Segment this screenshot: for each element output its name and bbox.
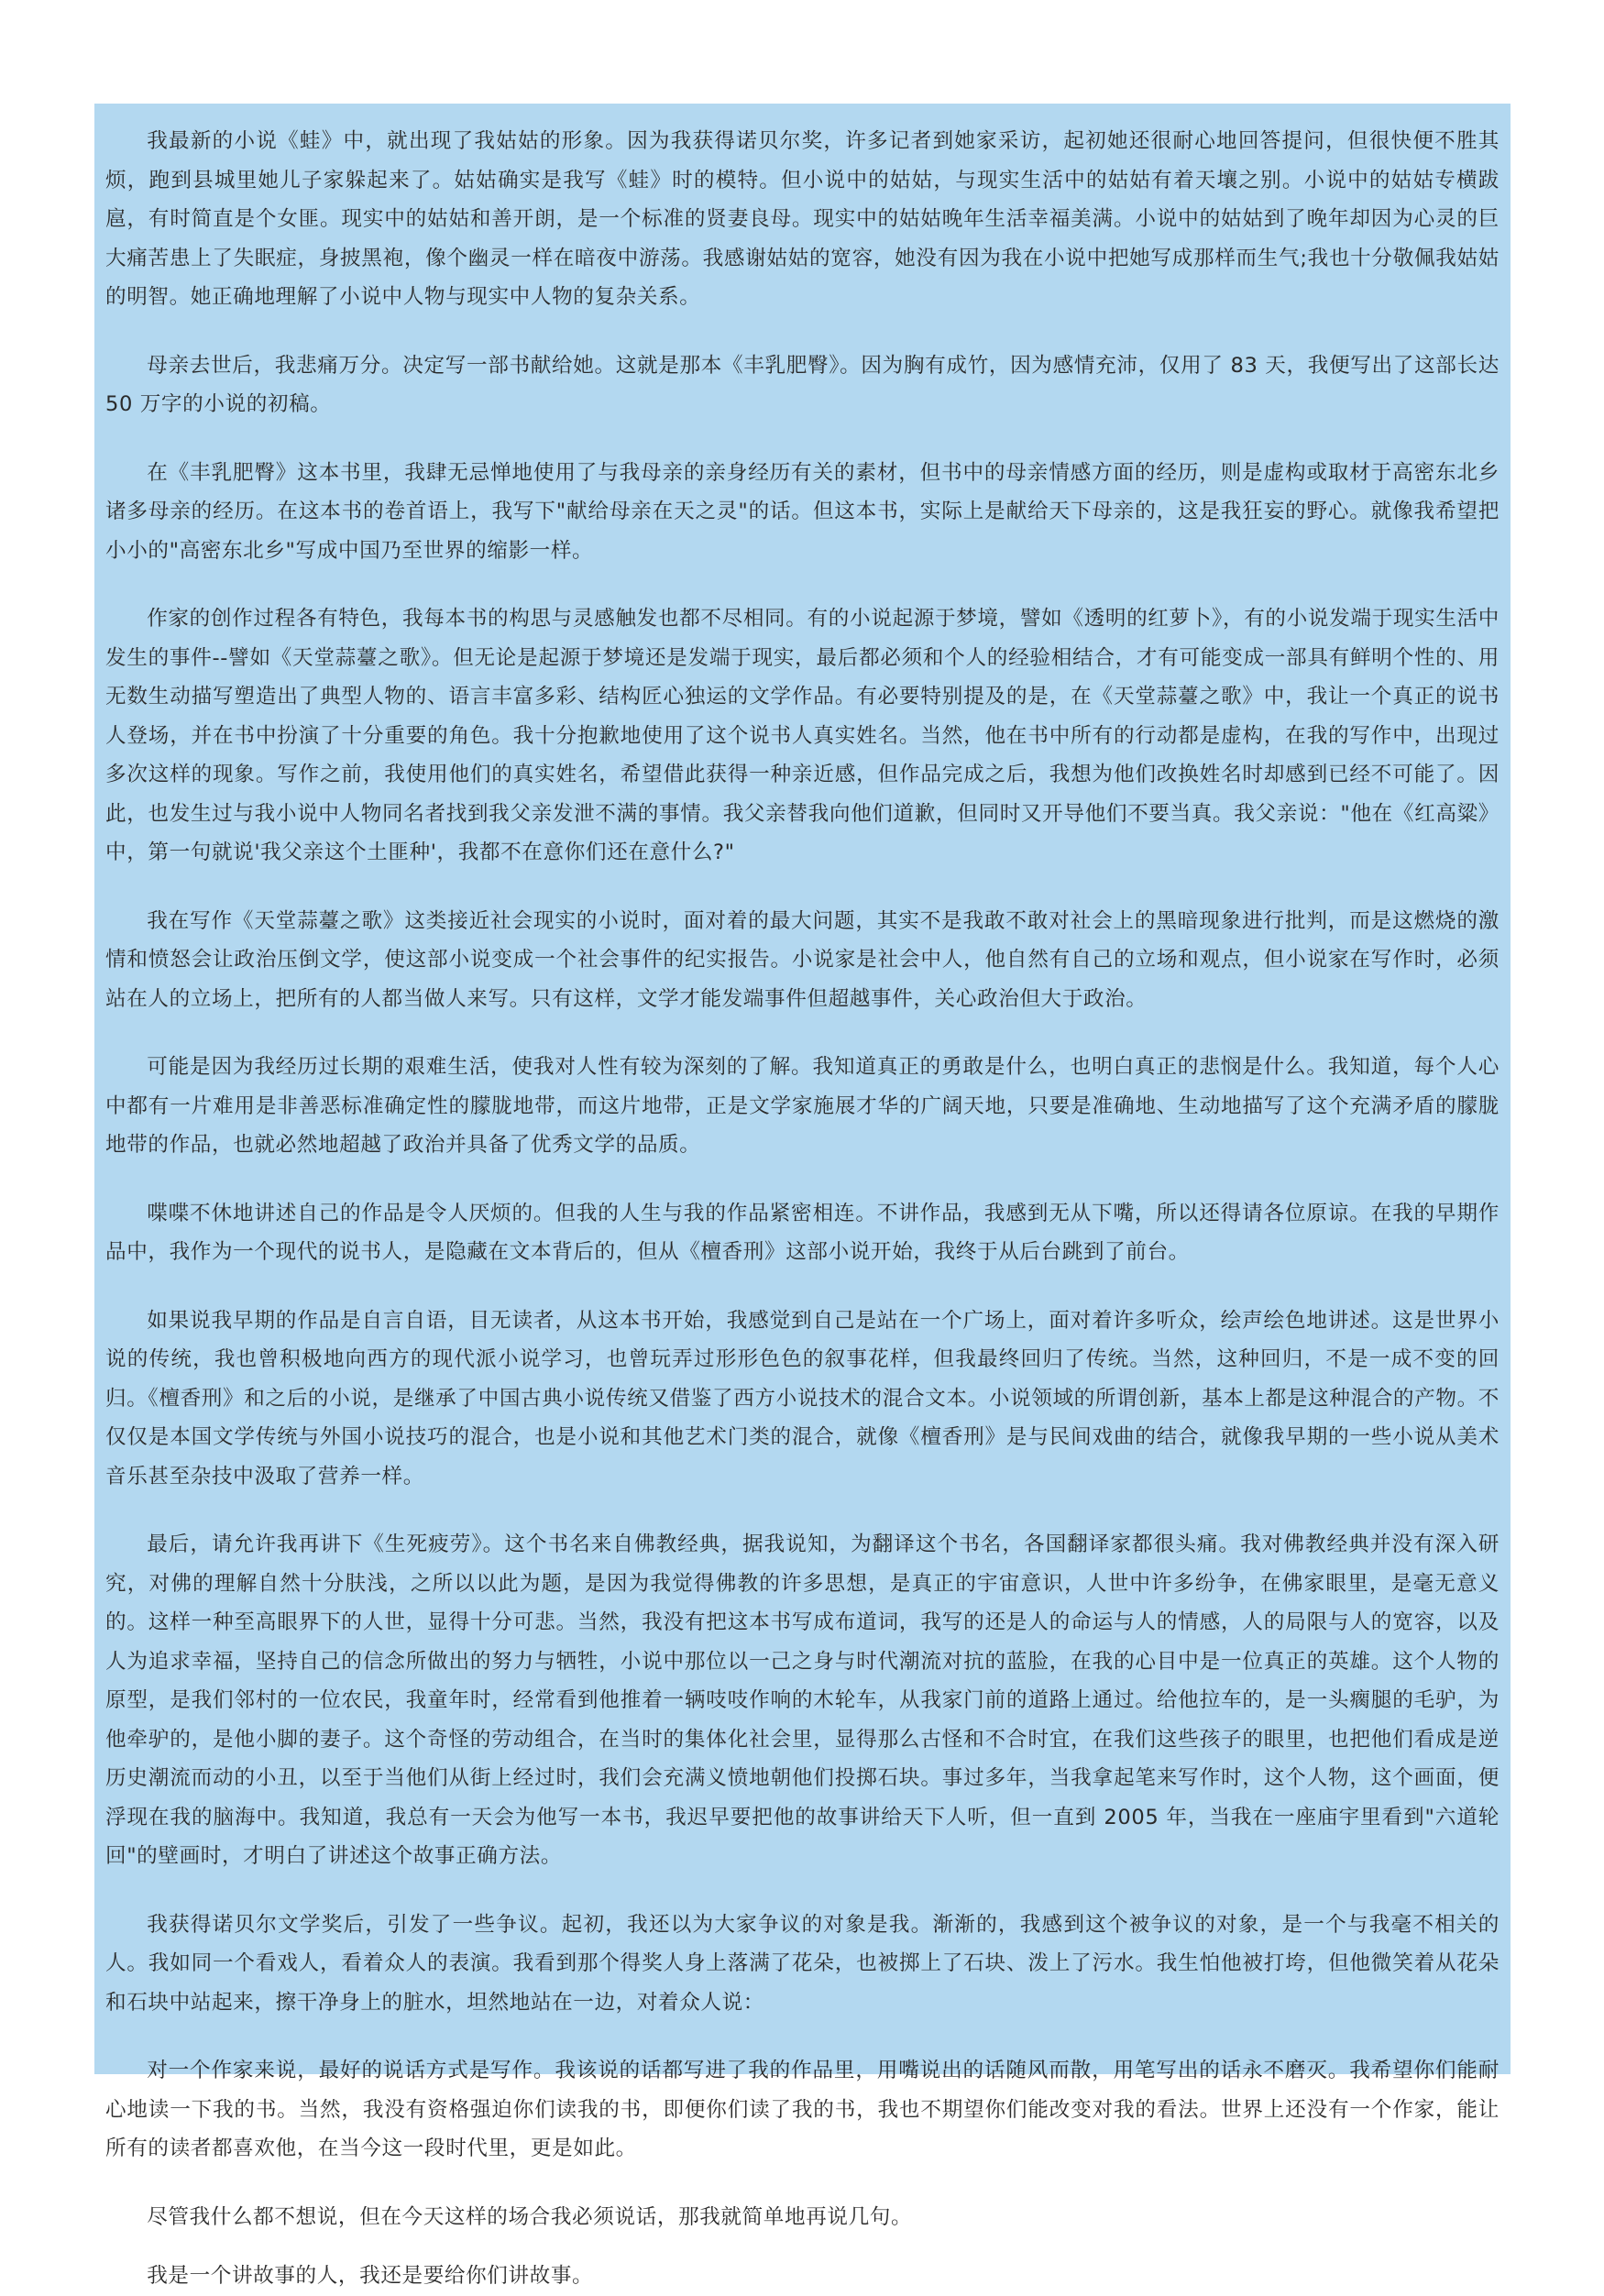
paragraph-1: 我最新的小说《蛙》中，就出现了我姑姑的形象。因为我获得诺贝尔奖，许多记者到她家采访，起初她还很耐心地回答提问，但很快便不胜其烦，跑到县城里她儿子家躲起来了。姑姑确实是我写《蛙》时的模特。但小说中的姑姑，与现实生活中的姑姑有着天壤之别。小说中的姑姑专横跋扈，有时简直是个女匪。现实中的姑姑和善开朗，是一个标准的贤妻良母。现实中的姑姑晚年生活幸福美满。小说中的姑姑到了晚年却因为心灵的巨大痛苦患上了失眠症，身披黑袍，像个幽灵一样在暗夜中游荡。我感谢姑姑的宽容，她没有因为我在小说中把她写成那样而生气;我也十分敬佩我姑姑的明智。她正确地理解了小说中人物与现实中人物的复杂关系。 [105,129,1500,309]
paragraph-4: 作家的创作过程各有特色，我每本书的构思与灵感触发也都不尽相同。有的小说起源于梦境，譬如《透明的红萝卜》，有的小说发端于现实生活中发生的事件--譬如《天堂蒜薹之歌》。但无论是起源于梦境还是发端于现实，最后都必须和个人的经验相结合，才有可能变成一部具有鲜明个性的、用无数生动描写塑造出了典型人物的、语言丰富多彩、结构匠心独运的文学作品。有必要特别提及的是，在《天堂蒜薹之歌》中，我让一个真正的说书人登场，并在书中扮演了十分重要的角色。我十分抱歉地使用了这个说书人真实姓名。当然，他在书中所有的行动都是虚构，在我的写作中，出现过多次这样的现象。写作之前，我使用他们的真实姓名，希望借此获得一种亲近感，但作品完成之后，我想为他们改换姓名时却感到已经不可能了。因此，也发生过与我小说中人物同名者找到我父亲发泄不满的事情。我父亲替我向他们道歉，但同时又开导他们不要当真。我父亲说："他在《红高粱》中，第一句就说'我父亲这个土匪种'，我都不在意你们还在意什么?" [105,607,1500,864]
paragraph-7: 喋喋不休地讲述自己的作品是令人厌烦的。但我的人生与我的作品紧密相连。不讲作品，我感到无从下嘴，所以还得请各位原谅。在我的早期作品中，我作为一个现代的说书人，是隐藏在文本背后的，但从《檀香刑》这部小说开始，我终于从后台跳到了前台。 [105,1201,1500,1264]
paragraph-11: 对一个作家来说，最好的说话方式是写作。我该说的话都写进了我的作品里，用嘴说出的话随风而散，用笔写出的话永不磨灭。我希望你们能耐心地读一下我的书。当然，我没有资格强迫你们读我的书，即便你们读了我的书，我也不期望你们能改变对我的看法。世界上还没有一个作家，能让所有的读者都喜欢他，在当今这一段时代里，更是如此。 [105,2059,1500,2160]
paragraph-12: 尽管我什么都不想说，但在今天这样的场合我必须说话，那我就简单地再说几句。 [147,2204,913,2229]
paragraph-3: 在《丰乳肥臀》这本书里，我肆无忌惮地使用了与我母亲的亲身经历有关的素材，但书中的母亲情感方面的经历，则是虚构或取材于高密东北乡诸多母亲的经历。在这本书的卷首语上，我写下"献给母亲在天之灵"的话。但这本书，实际上是献给天下母亲的，这是我狂妄的野心。就像我希望把小小的"高密东北乡"写成中国乃至世界的缩影一样。 [105,460,1500,563]
paragraph-6: 可能是因为我经历过长期的艰难生活，使我对人性有较为深刻的了解。我知道真正的勇敢是什么，也明白真正的悲悯是什么。我知道，每个人心中都有一片难用是非善恶标准确定性的朦胧地带，而这片地带，正是文学家施展才华的广阔天地，只要是准确地、生动地描写了这个充满矛盾的朦胧地带的作品，也就必然地超越了政治并具备了优秀文学的品质。 [105,1055,1500,1157]
paragraph-10: 我获得诺贝尔文学奖后，引发了一些争议。起初，我还以为大家争议的对象是我。渐渐的，我感到这个被争议的对象，是一个与我毫不相关的人。我如同一个看戏人，看着众人的表演。我看到那个得奖人身上落满了花朵，也被掷上了石块、泼上了污水。我生怕他被打垮，但他微笑着从花朵和石块中站起来，擦干净身上的脏水，坦然地站在一边，对着众人说： [105,1912,1500,2015]
paragraph-2: 母亲去世后，我悲痛万分。决定写一部书献给她。这就是那本《丰乳肥臀》。因为胸有成竹，因为感情充沛，仅用了 83 天，我便写出了这部长达 50 万字的小说的初稿。 [105,353,1500,416]
document-page [94,104,1511,2288]
paragraph-13: 我是一个讲故事的人，我还是要给你们讲故事。 [147,2264,594,2288]
paragraph-9: 最后，请允许我再讲下《生死疲劳》。这个书名来自佛教经典，据我说知，为翻译这个书名，各国翻译家都很头痛。我对佛教经典并没有深入研究，对佛的理解自然十分肤浅，之所以以此为题，是因为我觉得佛教的许多思想，是真正的宇宙意识，人世中许多纷争，在佛家眼里，是毫无意义的。这样一种至高眼界下的人世，显得十分可悲。当然，我没有把这本书写成布道词，我写的还是人的命运与人的情感，人的局限与人的宽容，以及人为追求幸福，坚持自己的信念所做出的努力与牺牲，小说中那位以一己之身与时代潮流对抗的蓝脸，在我的心目中是一位真正的英雄。这个人物的原型，是我们邻村的一位农民，我童年时，经常看到他推着一辆吱吱作响的木轮车，从我家门前的道路上通过。给他拉车的，是一头瘸腿的毛驴，为他牵驴的，是他小脚的妻子。这个奇怪的劳动组合，在当时的集体化社会里，显得那么古怪和不合时宜，在我们这些孩子的眼里，也把他们看成是逆历史潮流而动的小丑，以至于当他们从街上经过时，我们会充满义愤地朝他们投掷石块。事过多年，当我拿起笔来写作时，这个人物，这个画面，便浮现在我的脑海中。我知道，我总有一天会为他写一本书，我迟早要把他的故事讲给天下人听，但一直到 2005 年，当我在一座庙宇里看到"六道轮回"的壁画时，才明白了讲述这个故事正确方法。 [105,1532,1500,1868]
paragraph-5: 我在写作《天堂蒜薹之歌》这类接近社会现实的小说时，面对着的最大问题，其实不是我敢不敢对社会上的黑暗现象进行批判，而是这燃烧的激情和愤怒会让政治压倒文学，使这部小说变成一个社会事件的纪实报告。小说家是社会中人，他自然有自己的立场和观点，但小说家在写作时，必须站在人的立场上，把所有的人都当做人来写。只有这样，文学才能发端事件但超越事件，关心政治但大于政治。 [105,908,1500,1011]
paragraph-8: 如果说我早期的作品是自言自语，目无读者，从这本书开始，我感觉到自己是站在一个广场上，面对着许多听众，绘声绘色地讲述。这是世界小说的传统，我也曾积极地向西方的现代派小说学习，也曾玩弄过形形色色的叙事花样，但我最终回归了传统。当然，这种回归，不是一成不变的回归。《檀香刑》和之后的小说，是继承了中国古典小说传统又借鉴了西方小说技术的混合文本。小说领域的所谓创新，基本上都是这种混合的产物。不仅仅是本国文学传统与外国小说技巧的混合，也是小说和其他艺术门类的混合，就像《檀香刑》是与民间戏曲的结合，就像我早期的一些小说从美术音乐甚至杂技中汲取了营养一样。 [105,1308,1500,1489]
